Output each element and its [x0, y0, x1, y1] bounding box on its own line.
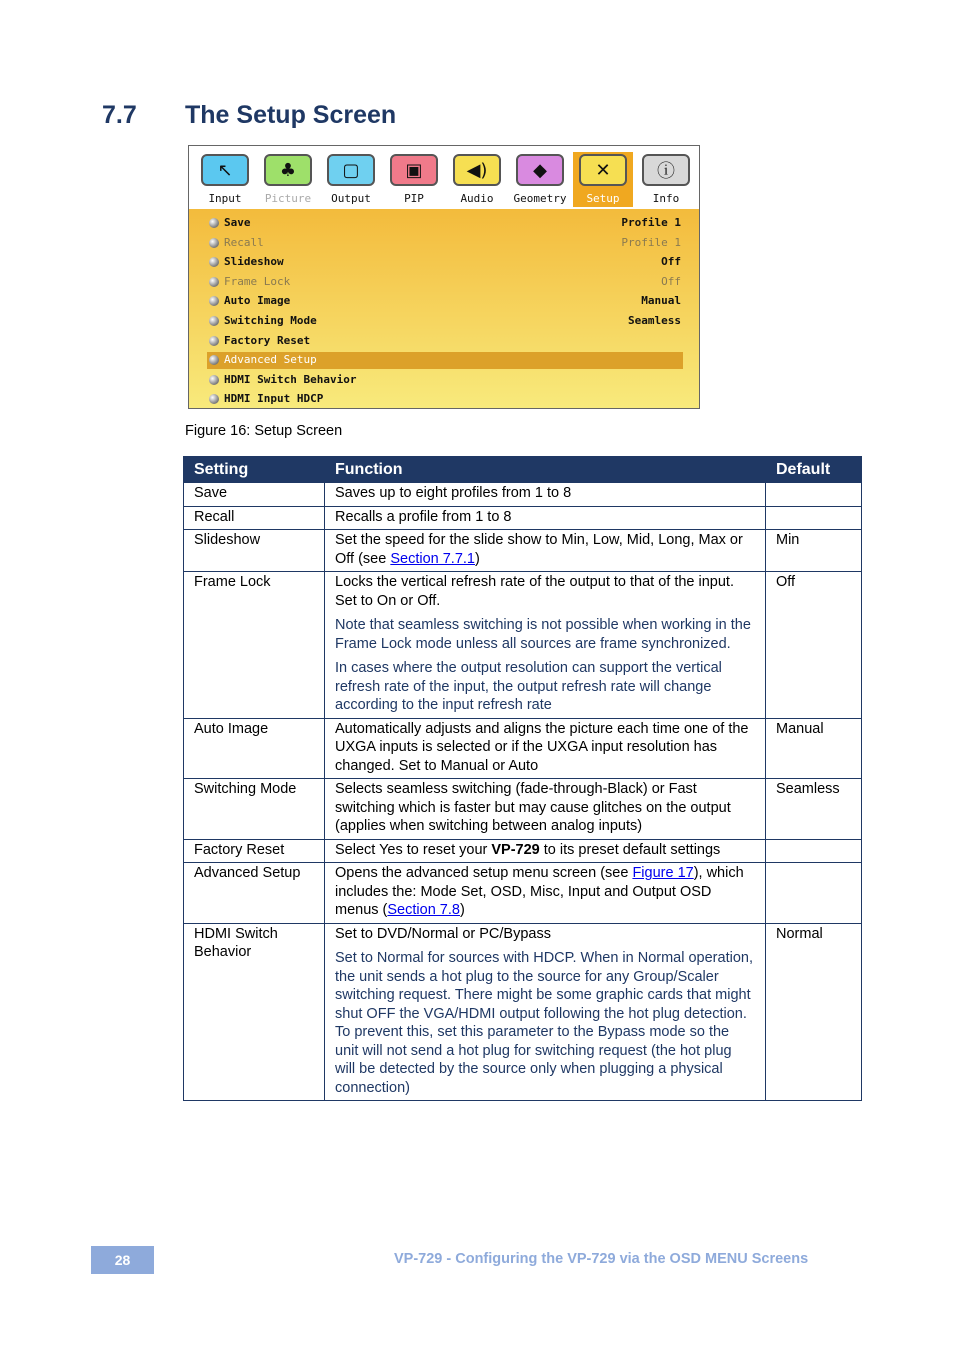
- default-cell: [766, 483, 862, 507]
- monitor-icon: ▢: [327, 154, 375, 186]
- function-text: Set the speed for the slide show to Min, Low, Mid, Long, Max or Off (see: [335, 532, 743, 567]
- figure-caption: Figure 16: Setup Screen: [185, 423, 343, 439]
- tools-icon: ✕: [579, 154, 627, 186]
- page-number: 28: [91, 1246, 154, 1274]
- osd-menu-item-advanced-setup[interactable]: [207, 352, 683, 369]
- osd-item-value: Manual: [641, 294, 681, 308]
- pip-icon: ▣: [390, 154, 438, 186]
- setting-cell: Frame Lock: [184, 572, 325, 719]
- function-cell: Selects seamless switching (fade-through-Black) or Fast switching which is faster but may cause glitches on the output (applies when switching between analog inputs): [325, 779, 766, 840]
- table-row: [184, 718, 862, 779]
- function-note: Set to Normal for sources with HDCP. When in Normal operation, the unit sends a hot plug to the source for any Group/Scaler switching request. There might be some graphic cards that might shut OFF the VGA/HDMI output following the hot plug detection. To prevent this, set this parameter to the Bypass mode so the unit will not send a hot plug for switching request (the hot plug will be detected by the source only when plugging a physical connection): [335, 950, 753, 1096]
- function-text: Opens the advanced setup menu screen (see: [335, 865, 633, 881]
- settings-table: [183, 456, 862, 1101]
- setting-cell: Recall: [184, 506, 325, 530]
- function-cell: [325, 923, 766, 1101]
- osd-item-name: Auto Image: [224, 294, 291, 308]
- osd-menu-item-hdmi-switch-behavior[interactable]: [207, 372, 683, 389]
- table-row: [184, 483, 862, 507]
- function-text: to its preset default settings: [539, 841, 721, 858]
- osd-item-name: Factory Reset: [224, 333, 311, 347]
- osd-item-value: Off: [661, 274, 681, 288]
- bullet-icon: [209, 355, 219, 365]
- table-header-row: [184, 457, 862, 483]
- osd-tab-input[interactable]: [195, 152, 255, 207]
- default-cell: Off: [766, 572, 862, 719]
- function-cell: [325, 530, 766, 572]
- bullet-icon: [209, 218, 219, 228]
- osd-item-value: Profile 1: [621, 235, 681, 249]
- osd-item-name: HDMI Switch Behavior: [224, 372, 357, 386]
- setting-cell: Advanced Setup: [184, 863, 325, 924]
- default-cell: [766, 863, 862, 924]
- table-row: [184, 572, 862, 719]
- function-text: Locks the vertical refresh rate of the output to that of the input. Set to On or Off.: [335, 574, 734, 609]
- geometry-icon: ◆: [516, 154, 564, 186]
- function-cell: [325, 863, 766, 924]
- osd-menu-item-switching-mode[interactable]: [207, 313, 683, 330]
- bullet-icon: [209, 277, 219, 287]
- osd-tab-label: Info: [652, 192, 680, 205]
- bullet-icon: [209, 394, 219, 404]
- function-text: ), which includes the: Mode Set, OSD, Misc, Input and Output OSD menus (: [335, 865, 744, 918]
- table-row: [184, 506, 862, 530]
- osd-tab-geometry[interactable]: [510, 152, 570, 207]
- osd-tab-label: Input: [208, 192, 242, 205]
- osd-menu-item-frame-lock[interactable]: [207, 274, 683, 291]
- bullet-icon: [209, 238, 219, 248]
- bullet-icon: [209, 257, 219, 267]
- product-name: VP-729: [491, 841, 540, 858]
- osd-menu-item-hdmi-input-hdcp[interactable]: [207, 391, 683, 408]
- osd-tab-audio[interactable]: [447, 152, 507, 207]
- osd-item-name: Save: [224, 216, 251, 229]
- osd-menu-item-save[interactable]: [207, 215, 683, 232]
- speaker-icon: ◀): [453, 154, 501, 186]
- osd-menu-item-auto-image[interactable]: [207, 293, 683, 310]
- osd-tab-info[interactable]: [636, 152, 696, 207]
- function-text: Select Yes to reset your: [335, 841, 492, 858]
- bullet-icon: [209, 375, 219, 385]
- cursor-icon: ↖: [201, 154, 249, 186]
- osd-item-value: Off: [661, 255, 681, 269]
- osd-tab-label: Picture: [264, 192, 312, 205]
- default-cell: Seamless: [766, 779, 862, 840]
- osd-menu-item-slideshow[interactable]: [207, 254, 683, 271]
- table-row: [184, 863, 862, 924]
- header-default: Default: [766, 457, 862, 483]
- osd-tab-label: Geometry: [513, 192, 567, 205]
- setting-cell: Switching Mode: [184, 779, 325, 840]
- osd-item-name: Slideshow: [224, 255, 284, 269]
- function-cell: Saves up to eight profiles from 1 to 8: [325, 483, 766, 507]
- default-cell: Normal: [766, 923, 862, 1101]
- setting-cell: Slideshow: [184, 530, 325, 572]
- osd-tab-label: PIP: [404, 192, 424, 205]
- figure-17-link[interactable]: Figure 17: [632, 865, 694, 881]
- section-number: 7.7: [102, 101, 137, 129]
- default-cell: Min: [766, 530, 862, 572]
- osd-tab-setup[interactable]: [573, 152, 633, 207]
- function-note: Note that seamless switching is not possible when working in the Frame Lock mode unless all sources are frame synchronized.: [335, 617, 751, 652]
- section-7-8-link[interactable]: Section 7.8: [387, 902, 460, 918]
- setting-cell: HDMI Switch Behavior: [184, 923, 325, 1101]
- osd-item-name: HDMI Input HDCP: [224, 392, 324, 406]
- osd-item-value: Seamless: [628, 314, 681, 327]
- default-cell: [766, 506, 862, 530]
- function-cell: Recalls a profile from 1 to 8: [325, 506, 766, 530]
- osd-menu-item-factory-reset[interactable]: [207, 333, 683, 350]
- section-7-7-1-link[interactable]: Section 7.7.1: [390, 550, 475, 567]
- function-cell: [325, 839, 766, 863]
- table-row: [184, 779, 862, 840]
- osd-tab-label: Output: [331, 192, 371, 205]
- function-text: ): [459, 902, 465, 918]
- setting-cell: Save: [184, 483, 325, 507]
- osd-tab-picture[interactable]: [258, 152, 318, 207]
- section-title: The Setup Screen: [185, 101, 397, 129]
- osd-item-name: Advanced Setup: [224, 353, 317, 367]
- table-row: [184, 839, 862, 863]
- osd-menu-item-recall[interactable]: [207, 235, 683, 252]
- bullet-icon: [209, 336, 219, 346]
- section-heading: [102, 101, 396, 130]
- osd-setup-screenshot: [188, 145, 700, 409]
- default-cell: Manual: [766, 718, 862, 779]
- function-note: In cases where the output resolution can support the vertical refresh rate of the input, the output refresh rate will change according to the input refresh rate: [335, 660, 722, 713]
- function-text: Set to DVD/Normal or PC/Bypass: [335, 925, 551, 942]
- function-text: ): [475, 550, 480, 567]
- default-cell: [766, 839, 862, 863]
- osd-tab-pip[interactable]: [384, 152, 444, 207]
- function-cell: Automatically adjusts and aligns the picture each time one of the UXGA inputs is selected or if the UXGA input resolution has changed. Set to Manual or Auto: [325, 718, 766, 779]
- footer-title: VP-729 - Configuring the VP-729 via the OSD MENU Screens: [394, 1251, 809, 1267]
- function-cell: [325, 572, 766, 719]
- osd-tab-label: Setup: [586, 192, 620, 205]
- setting-cell: Auto Image: [184, 718, 325, 779]
- osd-tab-output[interactable]: [321, 152, 381, 207]
- osd-item-name: Frame Lock: [224, 274, 291, 288]
- osd-menu-list: [189, 209, 699, 408]
- header-function: Function: [325, 457, 766, 483]
- osd-tab-label: Audio: [460, 192, 494, 205]
- info-icon: ⓘ: [642, 154, 690, 186]
- osd-tab-bar: [189, 146, 699, 210]
- osd-item-value: Profile 1: [621, 216, 681, 229]
- bullet-icon: [209, 296, 219, 306]
- bullet-icon: [209, 316, 219, 326]
- osd-item-name: Switching Mode: [224, 314, 317, 327]
- setting-cell: Factory Reset: [184, 839, 325, 863]
- tree-icon: ♣: [264, 154, 312, 186]
- table-row: [184, 923, 862, 1101]
- table-row: [184, 530, 862, 572]
- osd-item-name: Recall: [224, 235, 264, 249]
- header-setting: Setting: [184, 457, 325, 483]
